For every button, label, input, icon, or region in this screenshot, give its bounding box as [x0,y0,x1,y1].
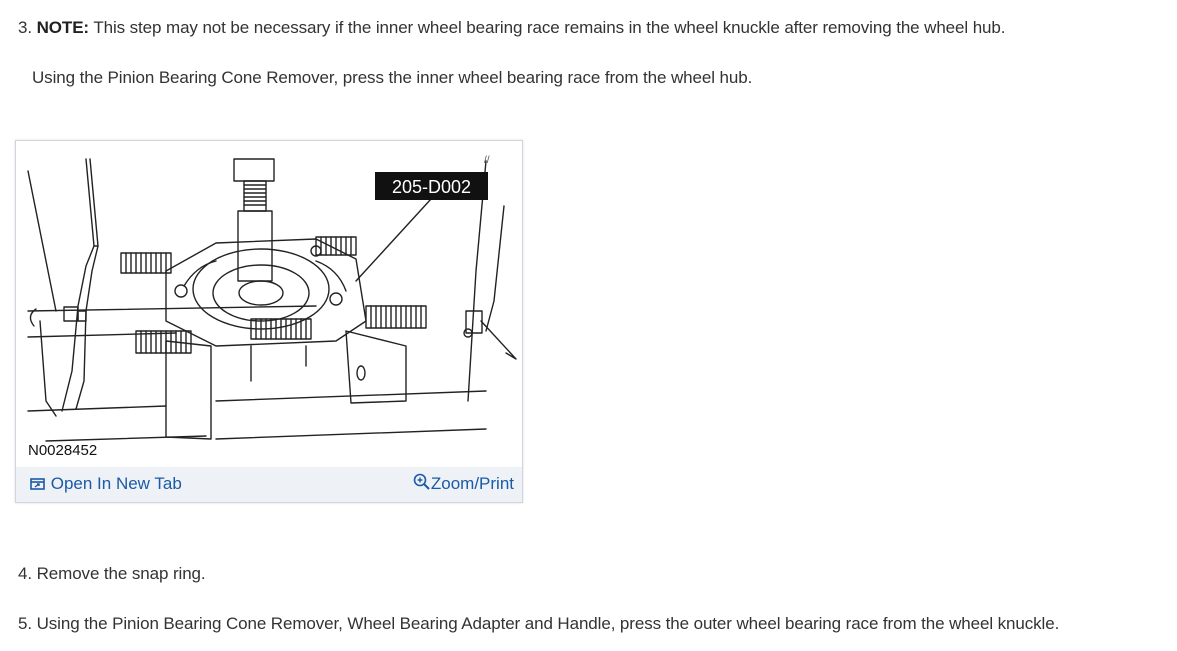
note-label: NOTE: [36,18,89,37]
note-text: This step may not be necessary if the inner wheel bearing race remains in the wheel knuckle after removing the wheel hub. [89,18,1006,37]
figure-id: N0028452 [28,442,98,459]
figure-toolbar [16,467,522,502]
step-3-number: 3. [18,18,32,37]
zoom-print-link[interactable] [413,473,514,495]
zoom-print-label: Zoom/Print [430,474,514,493]
zoom-in-icon [413,473,431,491]
step-5: 5. Using the Pinion Bearing Cone Remover, Wheel Bearing Adapter and Handle, press the outer wheel bearing race from the wheel knuckle. [18,614,1060,633]
bearing-race-removal-illustration [16,141,522,467]
figure [15,140,523,503]
svg-text://: // [484,155,490,166]
open-new-tab-icon [30,477,46,491]
step-4: 4. Remove the snap ring. [18,564,206,583]
step-3 [18,17,1005,39]
step-3-instruction: Using the Pinion Bearing Cone Remover, press the inner wheel bearing race from the wheel hub. [32,68,753,87]
open-in-new-tab-label: Open In New Tab [50,474,182,493]
open-in-new-tab-link[interactable] [30,473,182,495]
tool-callout: 205-D002 [391,177,472,197]
